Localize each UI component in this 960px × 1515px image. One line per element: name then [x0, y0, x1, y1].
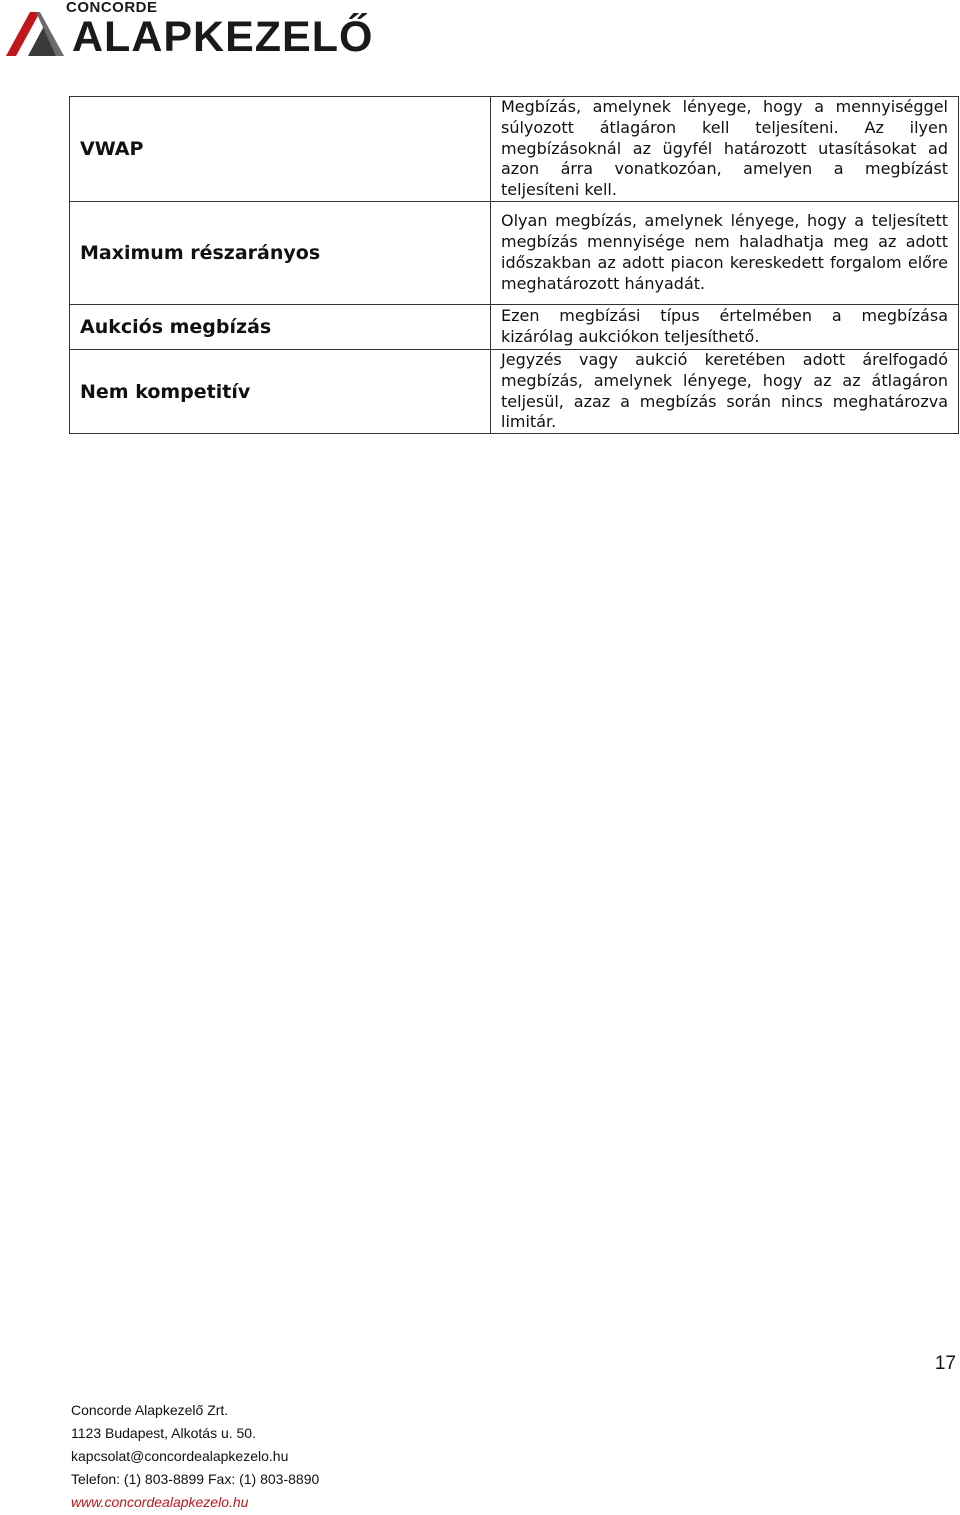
table-row	[70, 201, 959, 304]
order-type-name: Nem kompetitív	[70, 349, 491, 433]
footer-address: 1123 Budapest, Alkotás u. 50.	[71, 1425, 256, 1441]
order-type-description: Jegyzés vagy aukció keretében adott árelfogadó megbízás, amelynek lényege, hogy az az átlagáron teljesül, azaz a megbízás során nincs meghatározva limitár.	[491, 349, 959, 433]
page-number: 17	[934, 1353, 956, 1374]
concorde-triangle-logo-icon	[6, 10, 70, 58]
order-type-description: Olyan megbízás, amelynek lényege, hogy a teljesített megbízás mennyisége nem haladhatja meg az adott időszakban az adott piacon kereskedett forgalom előre meghatározott hányadát.	[491, 201, 959, 304]
order-type-description: Ezen megbízási típus értelmében a megbízása kizárólag aukciókon teljesíthető.	[491, 304, 959, 349]
table-row	[70, 97, 959, 202]
table-row	[70, 349, 959, 433]
footer-email[interactable]: kapcsolat@concordealapkezelo.hu	[71, 1448, 289, 1464]
company-logo	[6, 0, 406, 62]
order-type-name: Aukciós megbízás	[70, 304, 491, 349]
footer-website-link[interactable]: www.concordealapkezelo.hu	[71, 1494, 249, 1510]
order-type-name: Maximum részarányos	[70, 201, 491, 304]
order-types-table	[69, 96, 959, 434]
brand-name-small: CONCORDE	[66, 0, 158, 16]
table-row	[70, 304, 959, 349]
order-type-name: VWAP	[70, 97, 491, 202]
footer-phone-fax: Telefon: (1) 803-8899 Fax: (1) 803-8890	[71, 1471, 320, 1487]
footer-company: Concorde Alapkezelő Zrt.	[71, 1402, 229, 1418]
footer	[71, 1400, 319, 1515]
order-type-description: Megbízás, amelynek lényege, hogy a mennyiséggel súlyozott átlagáron kell teljesíteni. Az ilyen megbízásoknál az ügyfél határozott utasításokat ad azon árra vonatkozóan, amelyen a megbízást teljesíteni kell.	[491, 97, 959, 202]
brand-name-large: ALAPKEZELŐ	[72, 13, 374, 61]
